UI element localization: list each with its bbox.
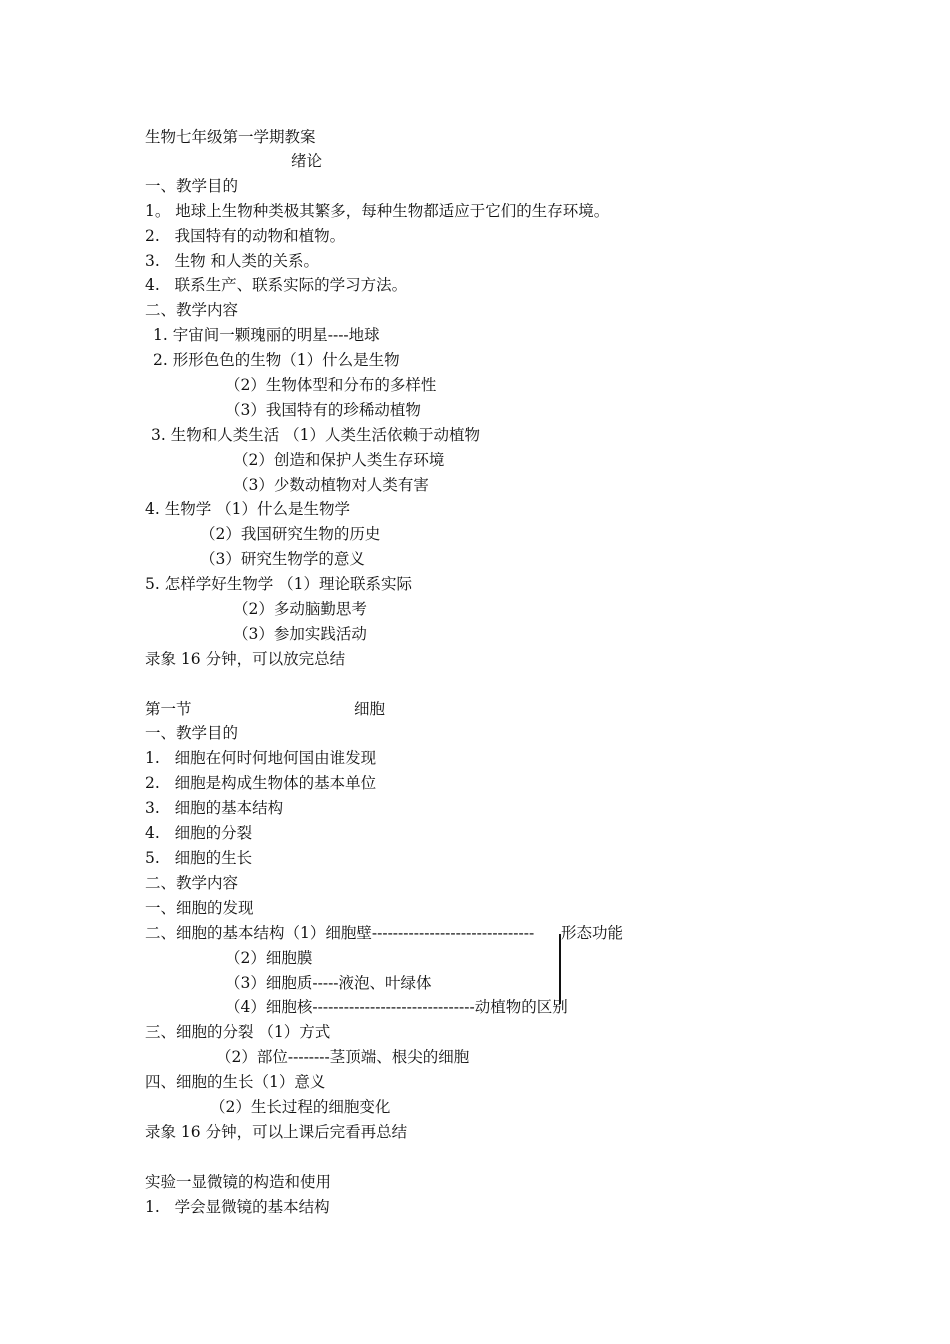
section1-content-item: （2）部位--------茎顶端、根尖的细胞 <box>216 1048 470 1066</box>
section1-content-item: （3）细胞质-----液泡、叶绿体 <box>225 974 432 992</box>
intro-content-item: （3）研究生物学的意义 <box>200 550 365 568</box>
intro-heading: 绪论 <box>291 152 323 170</box>
section1-content-heading: 二、教学内容 <box>145 874 239 892</box>
intro-objective-item: 3. 生物 和人类的关系。 <box>145 252 319 270</box>
intro-objective-item: 1。 地球上生物种类极其繁多，每种生物都适应于它们的生存环境。 <box>145 202 610 220</box>
experiment-title: 实验一显微镜的构造和使用 <box>145 1173 332 1191</box>
intro-content-item: （2）我国研究生物的历史 <box>200 525 381 543</box>
section1-label: 第一节 <box>145 700 192 718</box>
intro-note: 录象 16 分钟，可以放完总结 <box>145 650 346 668</box>
section1-objective-item: 1. 细胞在何时何地何国由谁发现 <box>145 749 377 767</box>
section1-content-item: 一、细胞的发现 <box>145 899 254 917</box>
section1-objective-item: 5. 细胞的生长 <box>145 849 253 867</box>
document-title: 生物七年级第一学期教案 <box>145 128 316 146</box>
intro-objective-item: 2. 我国特有的动物和植物。 <box>145 227 346 245</box>
bracket-line <box>559 934 561 1004</box>
section1-content-item: （4）细胞核-------------------------------动植物的区别 <box>225 998 568 1016</box>
intro-content-item: （3）我国特有的珍稀动植物 <box>225 401 421 419</box>
experiment-item: 1. 学会显微镜的基本结构 <box>145 1198 330 1216</box>
section1-objectives-heading: 一、教学目的 <box>145 724 239 742</box>
intro-objective-item: 4. 联系生产、联系实际的学习方法。 <box>145 276 408 294</box>
section1-content-item: （2）细胞膜 <box>225 949 313 967</box>
intro-content-item: （2）生物体型和分布的多样性 <box>225 376 437 394</box>
intro-content-item: （3）参加实践活动 <box>233 625 367 643</box>
section1-objective-item: 2. 细胞是构成生物体的基本单位 <box>145 774 377 792</box>
intro-content-item: （2）多动脑勤思考 <box>233 600 367 618</box>
section1-content-item: （2）生长过程的细胞变化 <box>210 1098 391 1116</box>
intro-content-item: 4. 生物学 （1）什么是生物学 <box>145 500 351 518</box>
intro-objectives-heading: 一、教学目的 <box>145 177 239 195</box>
section1-content-item: 四、细胞的生长（1）意义 <box>145 1073 326 1091</box>
intro-content-item: 2. 形形色色的生物（1）什么是生物 <box>153 351 400 369</box>
intro-content-item: （3）少数动植物对人类有害 <box>233 476 429 494</box>
intro-content-item: （2）创造和保护人类生存环境 <box>233 451 445 469</box>
intro-content-item: 3. 生物和人类生活 （1）人类生活依赖于动植物 <box>151 426 481 444</box>
section1-content-item: 形态功能 <box>561 924 624 942</box>
section1-objective-item: 4. 细胞的分裂 <box>145 824 253 842</box>
section1-content-item: 二、细胞的基本结构（1）细胞壁------------------------------- <box>145 924 535 942</box>
section1-heading: 细胞 <box>354 700 386 718</box>
section1-note: 录象 16 分钟，可以上课后完看再总结 <box>145 1123 408 1141</box>
intro-content-heading: 二、教学内容 <box>145 301 239 319</box>
section1-content-item: 三、细胞的分裂 （1）方式 <box>145 1023 331 1041</box>
intro-content-item: 5. 怎样学好生物学 （1）理论联系实际 <box>145 575 413 593</box>
intro-content-item: 1. 宇宙间一颗瑰丽的明星----地球 <box>153 326 380 344</box>
section1-objective-item: 3. 细胞的基本结构 <box>145 799 284 817</box>
